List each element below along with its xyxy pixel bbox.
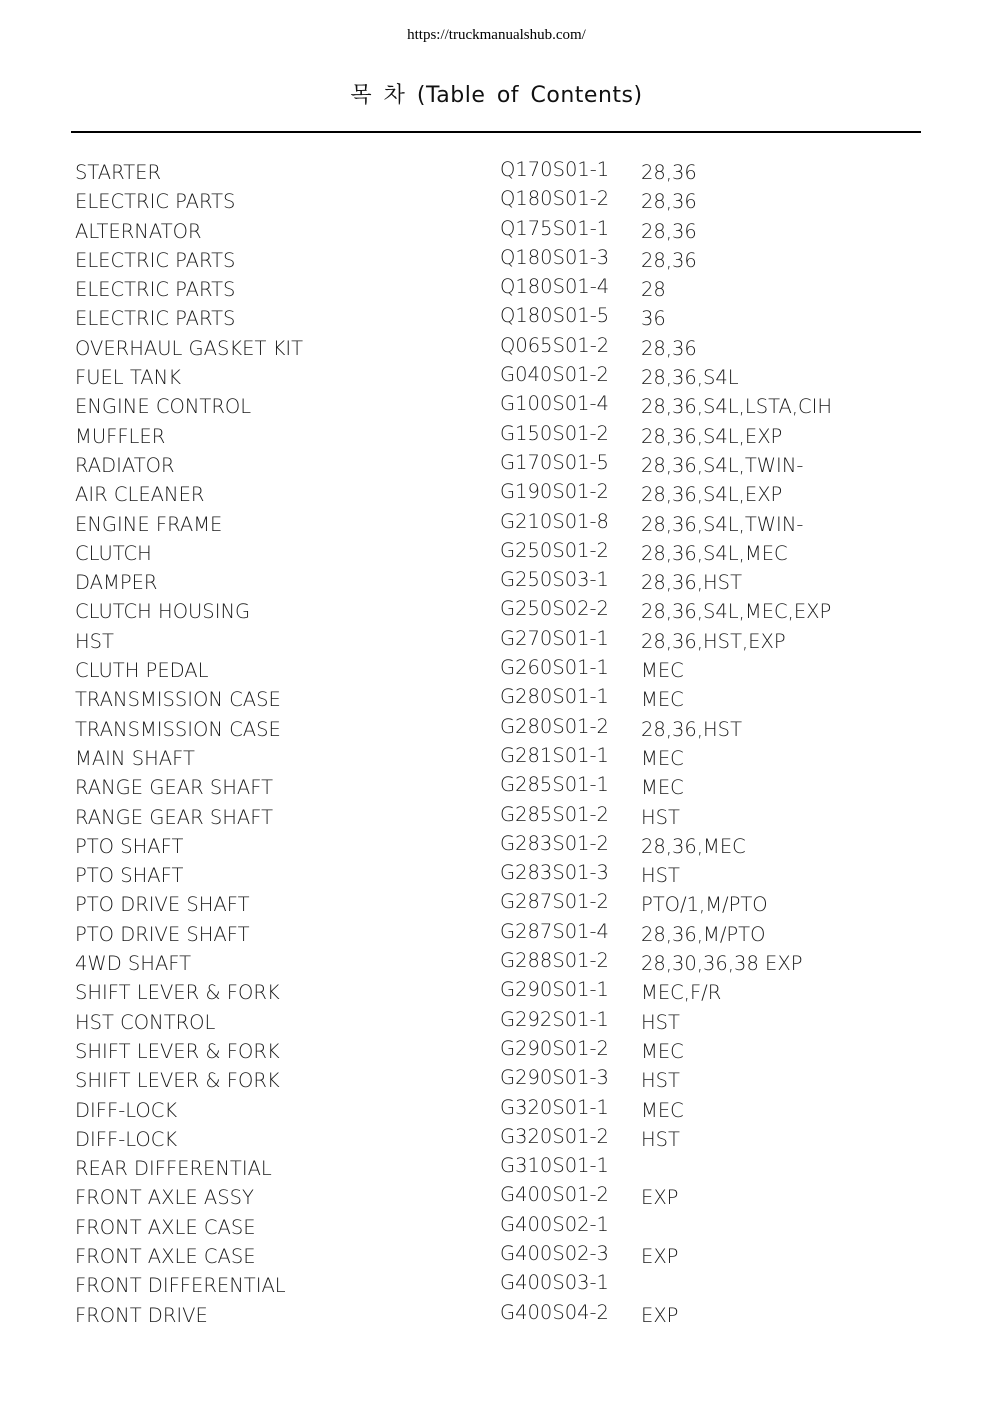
toc-part-code: G250S02-2 <box>500 597 609 621</box>
toc-section-name: DAMPER <box>75 571 158 595</box>
toc-model-applicability: MEC,F/R <box>641 981 722 1005</box>
toc-part-code: G190S01-2 <box>500 480 609 504</box>
toc-row <box>0 185 993 214</box>
toc-section-name: ELECTRIC PARTS <box>75 278 236 302</box>
toc-section-name: RANGE GEAR SHAFT <box>75 805 273 829</box>
toc-part-code: G400S02-3 <box>500 1241 609 1265</box>
toc-section-name: DIFF-LOCK <box>75 1098 178 1122</box>
toc-model-applicability: 28,36,HST <box>641 717 742 741</box>
toc-part-code: G320S01-1 <box>500 1095 609 1119</box>
toc-section-name: AIR CLEANER <box>75 483 205 507</box>
toc-row <box>0 244 993 273</box>
toc-section-name: REAR DIFFERENTIAL <box>75 1157 272 1181</box>
toc-part-code: G285S01-1 <box>500 773 609 797</box>
toc-part-code: G290S01-2 <box>500 1036 609 1060</box>
toc-part-code: G281S01-1 <box>500 743 609 767</box>
toc-part-code: Q180S01-4 <box>500 275 610 299</box>
toc-part-code: G400S03-1 <box>500 1271 609 1295</box>
toc-row <box>0 859 993 888</box>
toc-part-code: G292S01-1 <box>500 1007 609 1031</box>
toc-section-name: PTO DRIVE SHAFT <box>75 922 250 946</box>
toc-section-name: TRANSMISSION CASE <box>75 717 281 741</box>
toc-section-name: OVERHAUL GASKET KIT <box>75 336 304 360</box>
toc-section-name: RADIATOR <box>75 453 175 477</box>
toc-model-applicability: 28,36 <box>641 161 697 184</box>
toc-model-applicability: 28,36 <box>641 248 697 272</box>
toc-section-name: SHIFT LEVER & FORK <box>75 1069 280 1093</box>
toc-model-applicability: PTO/1,M/PTO <box>641 893 768 917</box>
toc-model-applicability: HST <box>641 1127 680 1151</box>
toc-part-code: G288S01-2 <box>500 949 609 973</box>
toc-row <box>0 215 993 244</box>
toc-part-code: Q180S01-3 <box>500 245 610 269</box>
toc-model-applicability: 28,36,S4L,EXP <box>641 424 783 448</box>
toc-model-applicability: EXP <box>641 1303 679 1327</box>
toc-model-applicability: MEC <box>641 1098 684 1122</box>
toc-part-code: G270S01-1 <box>500 626 609 650</box>
toc-section-name: STARTER <box>75 161 162 184</box>
toc-row <box>0 508 993 537</box>
toc-row <box>0 1152 993 1181</box>
toc-row <box>0 1006 993 1035</box>
toc-part-code: Q170S01-1 <box>500 158 610 181</box>
toc-part-code: G290S01-3 <box>500 1066 609 1090</box>
toc-part-code: G210S01-8 <box>500 509 609 533</box>
toc-row <box>0 976 993 1005</box>
toc-model-applicability: 28 <box>641 278 666 302</box>
toc-row <box>0 918 993 947</box>
toc-section-name: HST <box>75 629 114 653</box>
toc-row <box>0 1035 993 1064</box>
toc-section-name: FRONT AXLE CASE <box>75 1244 256 1268</box>
toc-model-applicability: 28,36 <box>641 219 697 243</box>
toc-row <box>0 1240 993 1269</box>
toc-part-code: G170S01-5 <box>500 450 609 474</box>
toc-section-name: ALTERNATOR <box>75 219 202 243</box>
toc-section-name: PTO SHAFT <box>75 864 184 888</box>
toc-section-name: TRANSMISSION CASE <box>75 688 281 712</box>
toc-part-code: Q180S01-5 <box>500 304 610 328</box>
toc-section-name: SHIFT LEVER & FORK <box>75 981 280 1005</box>
toc-row <box>0 654 993 683</box>
toc-part-code: G100S01-4 <box>500 392 609 416</box>
toc-model-applicability: 28,30,36,38 EXP <box>641 952 803 976</box>
toc-part-code: G250S03-1 <box>500 568 609 592</box>
toc-row <box>0 742 993 771</box>
toc-section-name: FRONT AXLE CASE <box>75 1215 256 1239</box>
toc-row <box>0 1299 993 1328</box>
toc-part-code: G310S01-1 <box>500 1154 609 1178</box>
toc-part-code: G260S01-1 <box>500 656 609 680</box>
toc-part-code: Q180S01-2 <box>500 187 610 211</box>
toc-row <box>0 1269 993 1298</box>
toc-section-name: PTO SHAFT <box>75 834 184 858</box>
toc-model-applicability: HST <box>641 805 680 829</box>
toc-section-name: 4WD SHAFT <box>75 952 192 976</box>
toc-model-applicability: 28,36,S4L <box>641 366 739 390</box>
toc-model-applicability: MEC <box>641 746 684 770</box>
toc-part-code: G287S01-4 <box>500 919 609 943</box>
toc-model-applicability: HST <box>641 1069 680 1093</box>
toc-row <box>0 771 993 800</box>
toc-row <box>0 273 993 302</box>
toc-part-code: G150S01-2 <box>500 421 609 445</box>
toc-model-applicability: 28,36,S4L,LSTA,CIH <box>641 395 833 419</box>
toc-section-name: FRONT AXLE ASSY <box>75 1186 254 1210</box>
toc-section-name: HST CONTROL <box>75 1010 216 1034</box>
toc-part-code: G400S02-1 <box>500 1212 609 1236</box>
toc-row <box>0 625 993 654</box>
toc-row <box>0 156 993 185</box>
toc-model-applicability: 28,36,HST <box>641 571 742 595</box>
toc-row <box>0 361 993 390</box>
toc-model-applicability: HST <box>641 1010 680 1034</box>
toc-part-code: G283S01-2 <box>500 831 609 855</box>
toc-row <box>0 1094 993 1123</box>
toc-part-code: G283S01-3 <box>500 861 609 885</box>
toc-model-applicability: 28,36,S4L,MEC <box>641 541 788 565</box>
table-of-contents <box>0 156 993 1328</box>
toc-part-code: G320S01-2 <box>500 1124 609 1148</box>
toc-section-name: FUEL TANK <box>75 366 181 390</box>
toc-row <box>0 713 993 742</box>
toc-model-applicability: MEC <box>641 659 684 683</box>
toc-part-code: G280S01-1 <box>500 685 609 709</box>
toc-row <box>0 801 993 830</box>
toc-row <box>0 390 993 419</box>
toc-row <box>0 1211 993 1240</box>
toc-section-name: RANGE GEAR SHAFT <box>75 776 273 800</box>
toc-model-applicability: 28,36,S4L,TWIN- <box>641 453 804 477</box>
toc-section-name: ELECTRIC PARTS <box>75 190 236 214</box>
toc-model-applicability: HST <box>641 864 680 888</box>
toc-model-applicability: EXP <box>641 1186 679 1210</box>
toc-row <box>0 332 993 361</box>
toc-model-applicability: 28,36 <box>641 336 697 360</box>
toc-part-code: G040S01-2 <box>500 363 609 387</box>
toc-model-applicability: 28,36,S4L,EXP <box>641 483 783 507</box>
toc-model-applicability: 28,36 <box>641 190 697 214</box>
toc-model-applicability: MEC <box>641 1039 684 1063</box>
toc-row <box>0 537 993 566</box>
toc-section-name: MUFFLER <box>75 424 166 448</box>
toc-part-code: G290S01-1 <box>500 978 609 1002</box>
toc-model-applicability: 28,36,HST,EXP <box>641 629 786 653</box>
toc-section-name: FRONT DRIVE <box>75 1303 208 1327</box>
toc-part-code: G285S01-2 <box>500 802 609 826</box>
toc-part-code: G250S01-2 <box>500 538 609 562</box>
toc-section-name: ELECTRIC PARTS <box>75 307 236 331</box>
toc-row <box>0 449 993 478</box>
toc-section-name: ENGINE FRAME <box>75 512 223 536</box>
toc-row <box>0 830 993 859</box>
toc-row <box>0 683 993 712</box>
toc-part-code: Q065S01-2 <box>500 333 610 357</box>
toc-model-applicability: 28,36,S4L,MEC,EXP <box>641 600 832 624</box>
toc-section-name: PTO DRIVE SHAFT <box>75 893 250 917</box>
toc-part-code: G400S01-2 <box>500 1183 609 1207</box>
toc-section-name: CLUTH PEDAL <box>75 659 209 683</box>
toc-section-name: ELECTRIC PARTS <box>75 248 236 272</box>
toc-section-name: FRONT DIFFERENTIAL <box>75 1274 286 1298</box>
toc-part-code: Q175S01-1 <box>500 216 610 240</box>
toc-row <box>0 1181 993 1210</box>
toc-row <box>0 888 993 917</box>
toc-section-name: SHIFT LEVER & FORK <box>75 1039 280 1063</box>
toc-model-applicability: 28,36,S4L,TWIN- <box>641 512 804 536</box>
toc-model-applicability: MEC <box>641 688 684 712</box>
toc-row <box>0 302 993 331</box>
toc-model-applicability: EXP <box>641 1244 679 1268</box>
toc-part-code: G287S01-2 <box>500 890 609 914</box>
title-divider <box>71 131 921 133</box>
source-url: https://truckmanualshub.com/ <box>407 27 586 43</box>
toc-model-applicability: 28,36,M/PTO <box>641 922 766 946</box>
toc-row <box>0 478 993 507</box>
toc-part-code: G400S04-2 <box>500 1300 609 1324</box>
page-title: 목 차 (Table of Contents) <box>350 83 643 108</box>
toc-section-name: ENGINE CONTROL <box>75 395 252 419</box>
toc-row <box>0 1064 993 1093</box>
toc-model-applicability: 28,36,MEC <box>641 834 746 858</box>
toc-section-name: CLUTCH <box>75 541 152 565</box>
toc-row <box>0 566 993 595</box>
toc-row <box>0 595 993 624</box>
toc-section-name: CLUTCH HOUSING <box>75 600 251 624</box>
toc-section-name: DIFF-LOCK <box>75 1127 178 1151</box>
toc-part-code: G280S01-2 <box>500 714 609 738</box>
toc-row <box>0 947 993 976</box>
toc-section-name: MAIN SHAFT <box>75 746 195 770</box>
toc-model-applicability: MEC <box>641 776 684 800</box>
toc-row <box>0 1123 993 1152</box>
toc-row <box>0 420 993 449</box>
toc-model-applicability: 36 <box>641 307 666 331</box>
